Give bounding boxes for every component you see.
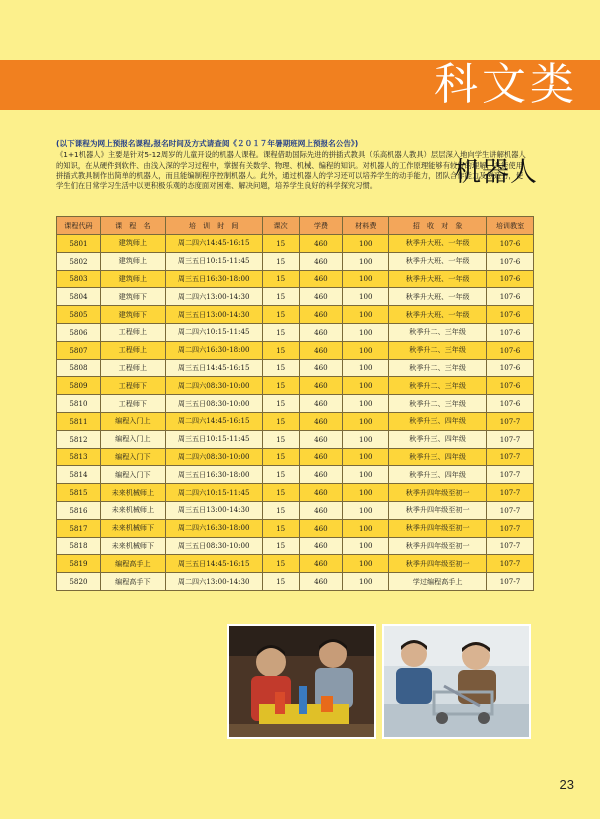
table-cell: 107-6 <box>487 359 534 377</box>
intro-headline: (以下课程为网上预报名课程,报名时间及方式请查阅《２０１７年暑期班网上预报名公告》) <box>56 139 359 148</box>
table-row <box>57 573 534 591</box>
table-cell: 工程师下 <box>100 395 165 413</box>
table-cell: 建筑师下 <box>100 306 165 324</box>
table-cell: 周三五日08:30-10:00 <box>165 395 262 413</box>
table-header-cell: 课程代码 <box>57 217 101 235</box>
course-table <box>56 216 534 591</box>
table-cell: 107-6 <box>487 323 534 341</box>
page-number: 23 <box>559 777 574 792</box>
table-cell: 周三五日13:00-14:30 <box>165 501 262 519</box>
table-cell: 编程入门下 <box>100 448 165 466</box>
table-cell: 100 <box>343 323 389 341</box>
table-cell: 15 <box>262 252 299 270</box>
table-cell: 15 <box>262 430 299 448</box>
table-cell: 5815 <box>57 484 101 502</box>
table-cell: 秋季升二、三年级 <box>389 377 487 395</box>
table-cell: 460 <box>299 412 343 430</box>
table-row <box>57 412 534 430</box>
table-cell: 15 <box>262 288 299 306</box>
table-cell: 107-6 <box>487 306 534 324</box>
table-cell: 秋季升三、四年级 <box>389 430 487 448</box>
table-cell: 100 <box>343 412 389 430</box>
table-cell: 460 <box>299 484 343 502</box>
table-cell: 107-7 <box>487 501 534 519</box>
table-row <box>57 448 534 466</box>
table-cell: 编程入门上 <box>100 412 165 430</box>
table-header-cell: 材料费 <box>343 217 389 235</box>
table-cell: 秋季升三、四年级 <box>389 448 487 466</box>
table-cell: 周三五日13:00-14:30 <box>165 306 262 324</box>
table-row <box>57 323 534 341</box>
table-header-cell: 培训教室 <box>487 217 534 235</box>
table-cell: 100 <box>343 519 389 537</box>
table-cell: 学过编程高手上 <box>389 573 487 591</box>
table-cell: 5809 <box>57 377 101 395</box>
table-row <box>57 288 534 306</box>
table-cell: 周三五日08:30-10:00 <box>165 537 262 555</box>
table-cell: 100 <box>343 501 389 519</box>
table-row <box>57 484 534 502</box>
table-cell: 周二四六14:45-16:15 <box>165 412 262 430</box>
table-cell: 15 <box>262 306 299 324</box>
table-cell: 周二四六10:15-11:45 <box>165 323 262 341</box>
table-cell: 15 <box>262 359 299 377</box>
table-cell: 460 <box>299 323 343 341</box>
table-cell: 建筑师上 <box>100 252 165 270</box>
table-cell: 15 <box>262 395 299 413</box>
table-cell: 周二四六16:30-18:00 <box>165 519 262 537</box>
table-cell: 15 <box>262 235 299 253</box>
table-cell: 460 <box>299 306 343 324</box>
table-row <box>57 270 534 288</box>
table-cell: 100 <box>343 252 389 270</box>
table-cell: 100 <box>343 341 389 359</box>
table-cell: 工程师上 <box>100 359 165 377</box>
table-cell: 周二四六08:30-10:00 <box>165 448 262 466</box>
table-cell: 秋季升大班、一年级 <box>389 235 487 253</box>
table-cell: 460 <box>299 537 343 555</box>
table-cell: 460 <box>299 270 343 288</box>
table-cell: 107-7 <box>487 430 534 448</box>
table-cell: 工程师下 <box>100 377 165 395</box>
table-cell: 107-7 <box>487 555 534 573</box>
photo-children-building-robot-image <box>384 626 529 737</box>
table-cell: 460 <box>299 573 343 591</box>
table-cell: 未来机械师下 <box>100 519 165 537</box>
table-cell: 5807 <box>57 341 101 359</box>
table-cell: 周二四六08:30-10:00 <box>165 377 262 395</box>
table-cell: 107-7 <box>487 484 534 502</box>
table-cell: 15 <box>262 519 299 537</box>
table-cell: 100 <box>343 466 389 484</box>
table-cell: 460 <box>299 466 343 484</box>
table-row <box>57 466 534 484</box>
table-cell: 15 <box>262 341 299 359</box>
table-cell: 107-7 <box>487 573 534 591</box>
table-cell: 15 <box>262 555 299 573</box>
table-cell: 107-7 <box>487 466 534 484</box>
photo-children-with-robot <box>227 624 376 739</box>
table-cell: 秋季升二、三年级 <box>389 341 487 359</box>
table-cell: 107-7 <box>487 519 534 537</box>
table-cell: 编程高手上 <box>100 555 165 573</box>
table-cell: 未来机械师上 <box>100 484 165 502</box>
table-cell: 5812 <box>57 430 101 448</box>
table-header-cell: 课次 <box>262 217 299 235</box>
table-cell: 460 <box>299 377 343 395</box>
table-cell: 460 <box>299 448 343 466</box>
table-cell: 秋季升大班、一年级 <box>389 288 487 306</box>
table-cell: 100 <box>343 359 389 377</box>
table-cell: 15 <box>262 270 299 288</box>
table-header-row <box>57 217 534 235</box>
table-row <box>57 359 534 377</box>
table-cell: 5805 <box>57 306 101 324</box>
table-cell: 周二四六13:00-14:30 <box>165 573 262 591</box>
table-cell: 编程入门上 <box>100 430 165 448</box>
table-cell: 周三五日16:30-18:00 <box>165 466 262 484</box>
table-cell: 5802 <box>57 252 101 270</box>
table-cell: 107-6 <box>487 235 534 253</box>
table-cell: 编程高手下 <box>100 573 165 591</box>
table-cell: 秋季升二、三年级 <box>389 359 487 377</box>
table-cell: 100 <box>343 235 389 253</box>
table-cell: 100 <box>343 270 389 288</box>
table-cell: 5801 <box>57 235 101 253</box>
table-cell: 15 <box>262 323 299 341</box>
table-header-cell: 培 训 时 间 <box>165 217 262 235</box>
table-cell: 460 <box>299 430 343 448</box>
table-cell: 建筑师上 <box>100 270 165 288</box>
table-cell: 15 <box>262 466 299 484</box>
table-cell: 107-7 <box>487 537 534 555</box>
table-cell: 100 <box>343 288 389 306</box>
table-cell: 秋季升四年级至初一 <box>389 501 487 519</box>
table-cell: 未来机械师下 <box>100 537 165 555</box>
table-row <box>57 519 534 537</box>
table-cell: 秋季升三、四年级 <box>389 412 487 430</box>
table-cell: 秋季升二、三年级 <box>389 323 487 341</box>
table-cell: 5810 <box>57 395 101 413</box>
table-cell: 建筑师上 <box>100 235 165 253</box>
table-cell: 5814 <box>57 466 101 484</box>
table-cell: 107-6 <box>487 341 534 359</box>
table-row <box>57 537 534 555</box>
photo-children-building-robot <box>382 624 531 739</box>
table-cell: 建筑师下 <box>100 288 165 306</box>
table-cell: 5808 <box>57 359 101 377</box>
table-cell: 周二四六16:30-18:00 <box>165 341 262 359</box>
table-cell: 工程师上 <box>100 323 165 341</box>
table-cell: 周二四六10:15-11:45 <box>165 484 262 502</box>
table-cell: 107-6 <box>487 377 534 395</box>
table-cell: 秋季升四年级至初一 <box>389 519 487 537</box>
table-cell: 100 <box>343 306 389 324</box>
table-cell: 100 <box>343 395 389 413</box>
table-row <box>57 377 534 395</box>
table-row <box>57 252 534 270</box>
table-cell: 15 <box>262 573 299 591</box>
intro-body: 《1+1机器人》主要是针对5-12周岁的儿童开设的机器人课程。课程借助国际先进的拼插式教具（乐高机器人教具）层层深入地向学生讲解机器人的知识，在从硬件到软件、由浅入深的学习过程中，掌握有关数学、物理、机械、编程的知识。对机器人的工作原理能够有较好的理解，并能使用拼插式教具制作出简单的机器人，而且能编制程序控制机器人。此外，通过机器人的学习还可以培养学生的动手能力，团队合作能力及创造力，使学生们在日常学习生活中以更积极乐观的态度面对困难、解决问题，培养学生良好的科学探究习惯。 <box>56 150 526 191</box>
table-header-cell: 课 程 名 <box>100 217 165 235</box>
table-cell: 15 <box>262 537 299 555</box>
table-cell: 5816 <box>57 501 101 519</box>
table-cell: 5804 <box>57 288 101 306</box>
table-cell: 周三五日14:45-16:15 <box>165 555 262 573</box>
table-cell: 460 <box>299 395 343 413</box>
table-cell: 5806 <box>57 323 101 341</box>
table-cell: 460 <box>299 359 343 377</box>
table-cell: 周二四六14:45-16:15 <box>165 235 262 253</box>
table-cell: 100 <box>343 555 389 573</box>
table-cell: 秋季升大班、一年级 <box>389 306 487 324</box>
table-cell: 100 <box>343 448 389 466</box>
table-row <box>57 555 534 573</box>
table-cell: 周三五日14:45-16:15 <box>165 359 262 377</box>
table-cell: 100 <box>343 430 389 448</box>
section-title: 科文类 <box>434 59 578 110</box>
table-cell: 107-7 <box>487 448 534 466</box>
table-cell: 工程师上 <box>100 341 165 359</box>
table-cell: 460 <box>299 288 343 306</box>
table-cell: 460 <box>299 555 343 573</box>
table-cell: 107-6 <box>487 270 534 288</box>
table-cell: 周二四六13:00-14:30 <box>165 288 262 306</box>
table-cell: 秋季升四年级至初一 <box>389 555 487 573</box>
photo-children-with-robot-image <box>229 626 374 737</box>
table-cell: 秋季升三、四年级 <box>389 466 487 484</box>
table-row <box>57 430 534 448</box>
table-header-cell: 招 收 对 象 <box>389 217 487 235</box>
table-cell: 107-6 <box>487 252 534 270</box>
table-cell: 460 <box>299 519 343 537</box>
table-cell: 15 <box>262 501 299 519</box>
table-cell: 460 <box>299 252 343 270</box>
table-row <box>57 395 534 413</box>
table-cell: 107-6 <box>487 395 534 413</box>
subsection-title: 机器人 <box>454 157 538 188</box>
table-row <box>57 235 534 253</box>
table-cell: 15 <box>262 448 299 466</box>
table-cell: 100 <box>343 537 389 555</box>
table-cell: 编程入门下 <box>100 466 165 484</box>
table-cell: 秋季升大班、一年级 <box>389 252 487 270</box>
table-cell: 未来机械师上 <box>100 501 165 519</box>
table-cell: 秋季升二、三年级 <box>389 395 487 413</box>
table-cell: 秋季升大班、一年级 <box>389 270 487 288</box>
table-cell: 460 <box>299 501 343 519</box>
table-cell: 100 <box>343 484 389 502</box>
table-cell: 5820 <box>57 573 101 591</box>
table-row <box>57 306 534 324</box>
table-row <box>57 501 534 519</box>
table-cell: 5818 <box>57 537 101 555</box>
table-row <box>57 341 534 359</box>
table-cell: 15 <box>262 412 299 430</box>
table-cell: 周三五日10:15-11:45 <box>165 430 262 448</box>
table-header-cell: 学费 <box>299 217 343 235</box>
table-cell: 5817 <box>57 519 101 537</box>
table-cell: 107-6 <box>487 288 534 306</box>
table-cell: 100 <box>343 377 389 395</box>
table-cell: 460 <box>299 341 343 359</box>
table-cell: 秋季升四年级至初一 <box>389 537 487 555</box>
table-cell: 107-7 <box>487 412 534 430</box>
table-cell: 100 <box>343 573 389 591</box>
table-cell: 460 <box>299 235 343 253</box>
table-cell: 15 <box>262 377 299 395</box>
table-cell: 5803 <box>57 270 101 288</box>
table-cell: 15 <box>262 484 299 502</box>
table-cell: 秋季升四年级至初一 <box>389 484 487 502</box>
table-cell: 5811 <box>57 412 101 430</box>
table-cell: 周三五日16:30-18:00 <box>165 270 262 288</box>
table-cell: 周三五日10:15-11:45 <box>165 252 262 270</box>
table-cell: 5819 <box>57 555 101 573</box>
table-cell: 5813 <box>57 448 101 466</box>
